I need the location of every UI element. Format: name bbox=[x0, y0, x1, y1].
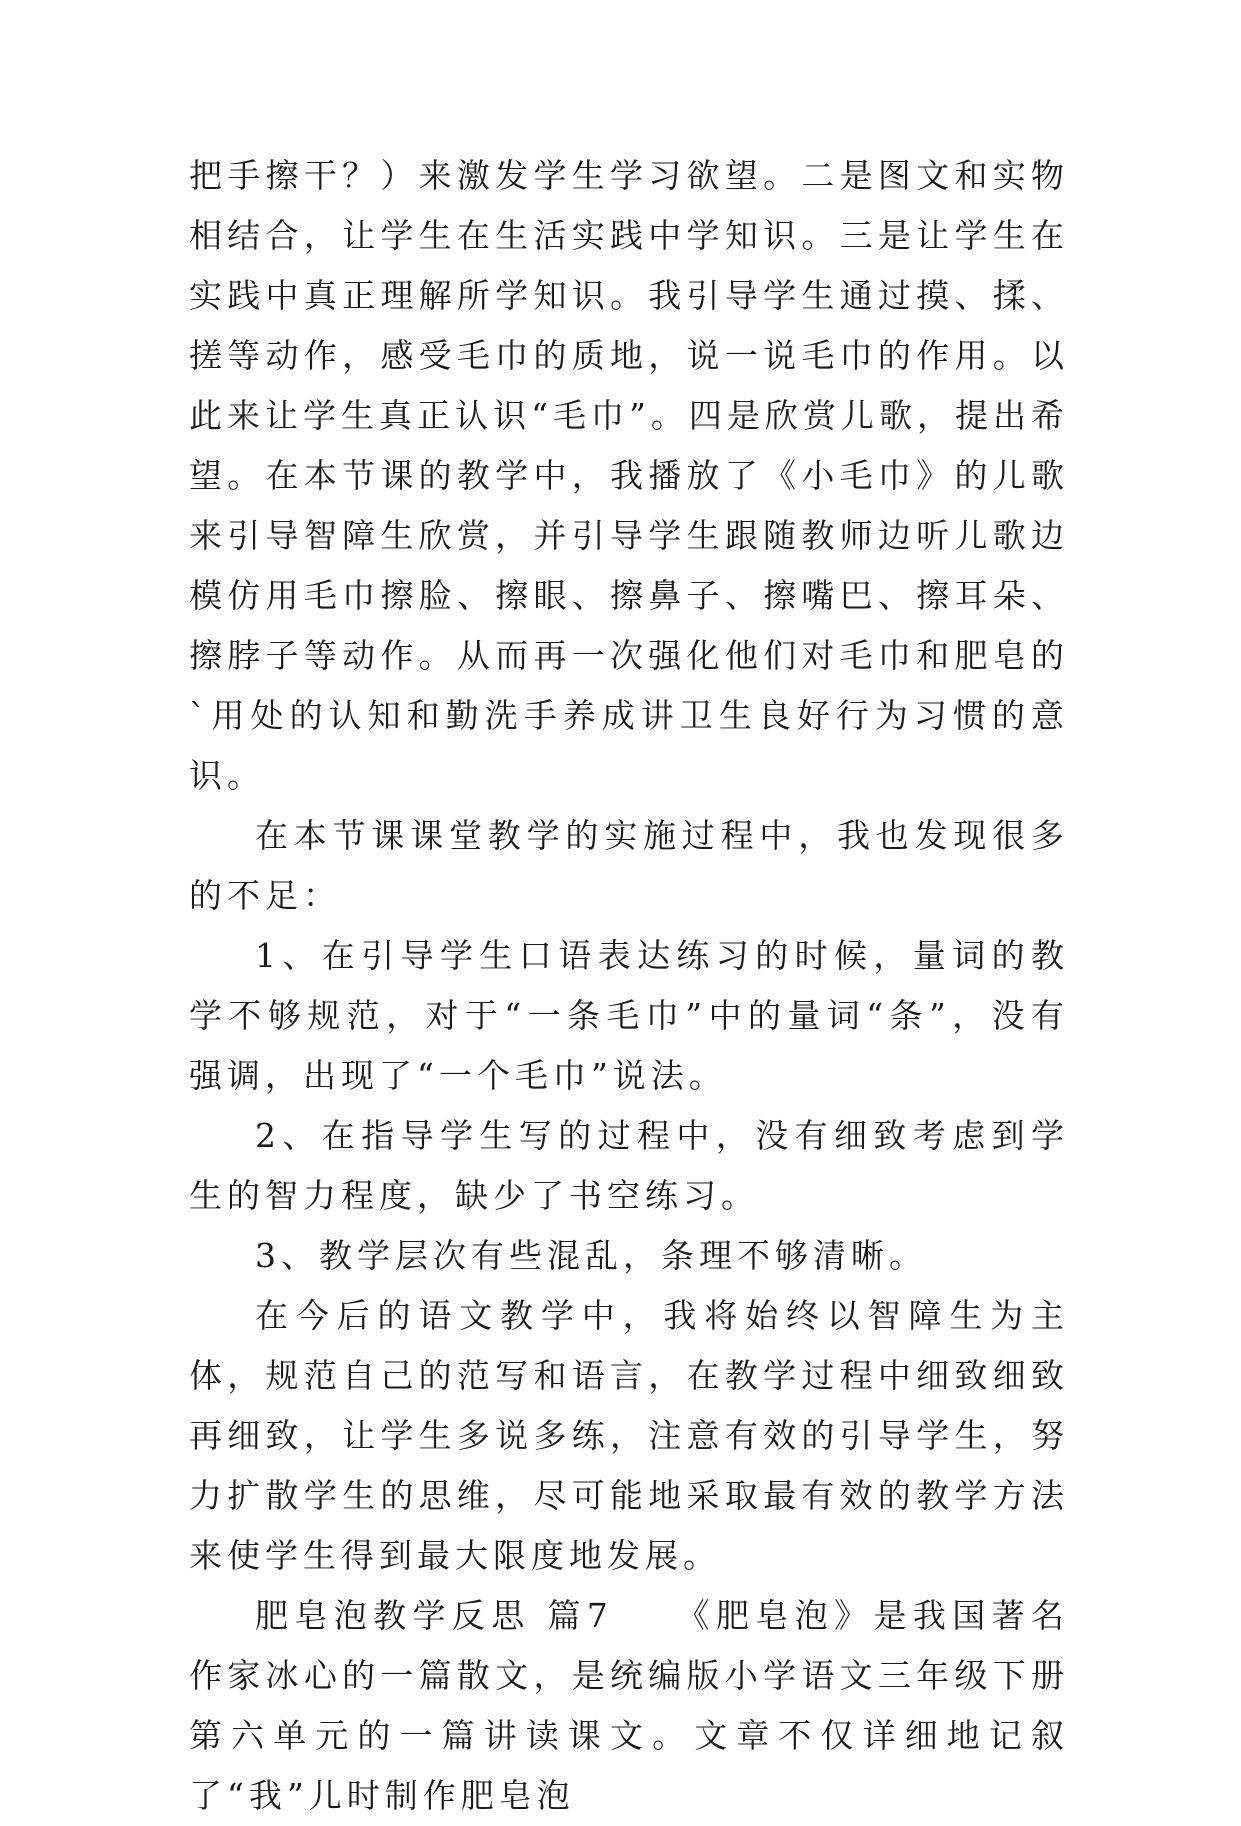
paragraph-point-2: 2、在指导学生写的过程中，没有细致考虑到学生的智力程度，缺少了书空练习。 bbox=[189, 1116, 1069, 1215]
paragraph-continued-text: 把手擦干？）来激发学生学习欲望。二是图文和实物相结合，让学生在生活实践中学知识。三是让学生在实践中真正理解所学知识。我引导学生通过摸、揉、搓等动作，感受毛巾的质地，说一说毛巾的作用。以此来让学生真正认识“毛巾”。四是欣赏儿歌，提出希望。在本节课的教学中，我播放了《小毛巾》的儿歌来引导智障生欣赏，并引导学生跟随教师边听儿歌边模仿用毛巾擦脸、擦眼、擦鼻子、擦嘴巴、擦耳朵、擦脖子等动作。从而再一次强化他们对毛巾和肥皂的`用处的认知和勤洗手养成讲卫生良好行为习惯的意识。 bbox=[189, 156, 1069, 795]
paragraph-point-3: 3、教学层次有些混乱，条理不够清晰。 bbox=[255, 1236, 927, 1275]
paragraph-future-plan: 在今后的语文教学中，我将始终以智障生为主体，规范自己的范写和语言，在教学过程中细致细致再细致，让学生多说多练，注意有效的引导学生，努力扩散学生的思维，尽可能地采取最有效的教学方法来使学生得到最大限度地发展。 bbox=[189, 1296, 1069, 1575]
paragraph-shortcomings-intro: 在本节课课堂教学的实施过程中，我也发现很多的不足： bbox=[189, 816, 1069, 915]
document-body bbox=[189, 146, 1069, 1826]
paragraph-section-7-start: 肥皂泡教学反思 篇7 《肥皂泡》是我国著名作家冰心的一篇散文，是统编版小学语文三年级下册第六单元的一篇讲读课文。文章不仅详细地记叙了“我”儿时制作肥皂泡 bbox=[189, 1596, 1069, 1815]
paragraph-point-1: 1、在引导学生口语表达练习的时候，量词的教学不够规范，对于“一条毛巾”中的量词“条”，没有强调，出现了“一个毛巾”说法。 bbox=[189, 936, 1069, 1095]
